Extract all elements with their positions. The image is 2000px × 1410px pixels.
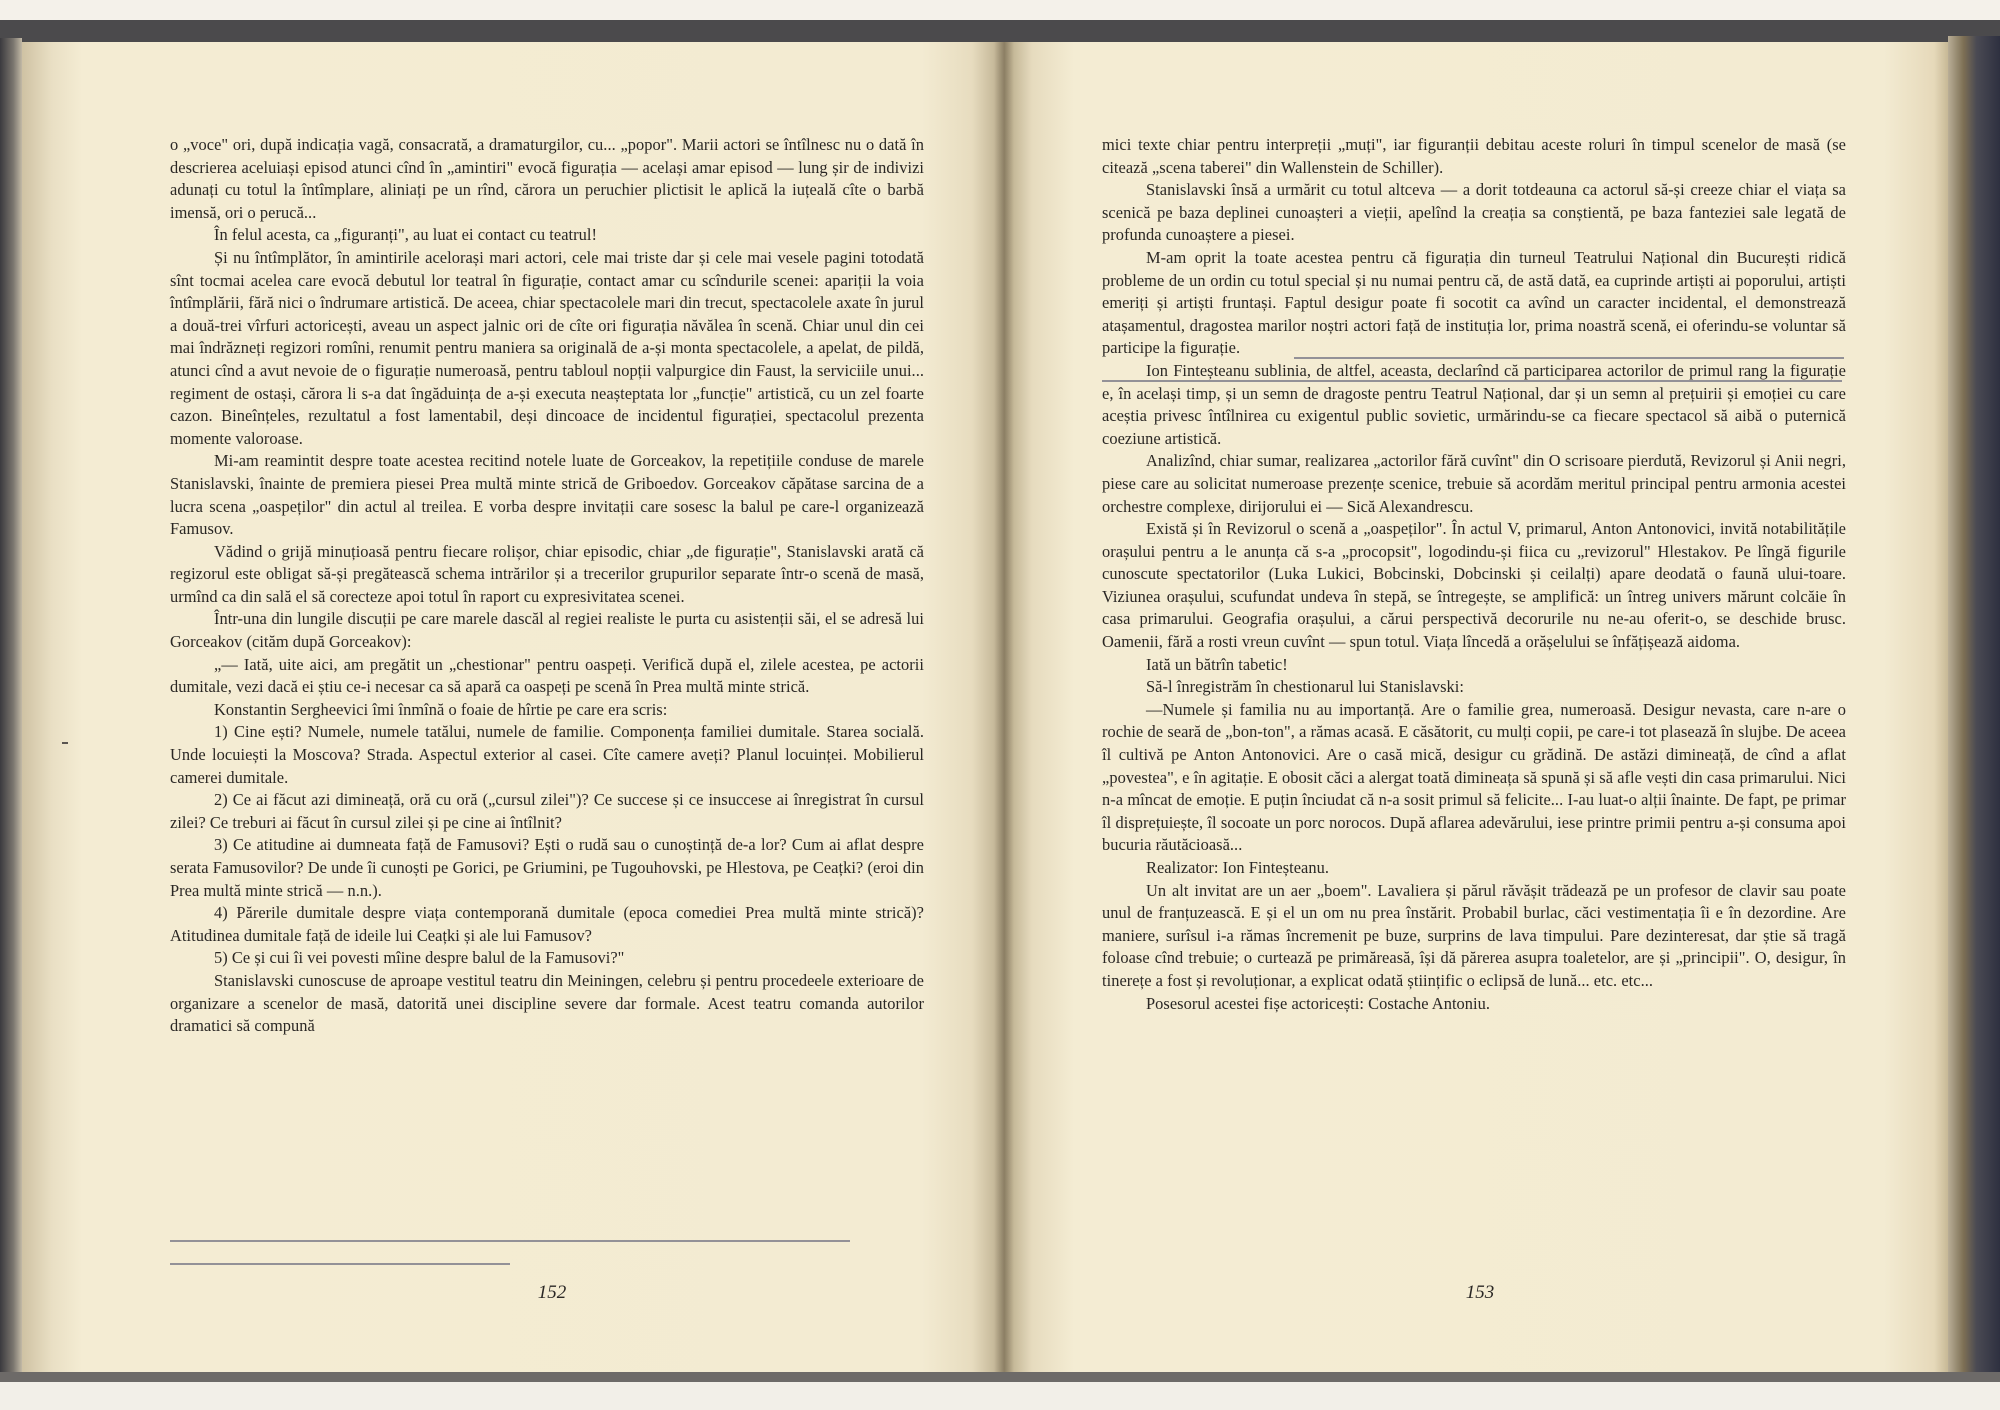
paragraph: Posesorul acestei fișe actoricești: Costache Antoniu. [1146,993,1491,1013]
paragraph: Iată un bătrîn tabetic! [1146,654,1288,674]
paragraph: „— Iată, uite aici, am pregătit un „chestionar" pentru oaspeți. Verifică după el, zilele acestea, pe actorii dumitale, vezi dacă ei știu ce-i necesar ca să apară ca oaspeți pe scenă în Prea multă minte strică. [170,654,924,697]
paragraph: 1) Cine ești? Numele, numele tatălui, numele de familie. Componența familiei dumitale. Starea socială. Unde locuiești la Moscova? Strada. Aspectul exterior al casei. Cîte camere aveți? Planul locuinței. Mobilierul camerei dumitale. [170,722,924,787]
book-cover-right-edge [1948,36,2000,1380]
paragraph: M-am oprit la toate acestea pentru că figurația din turneul Teatrului Național din București ridică probleme de un ordin cu totul special și nu numai pentru că, de astă dată, ea cuprinde artiști ai poporului, artiști emeriți și artiști fruntași. Faptul desigur poate fi socotit ca avînd un caracter incidental, el demonstrează atașamentul, dragostea marilor noștri actori față de instituția lor, prima noastră scenă, ei oferindu-se voluntar să participe la figurație. [1102,247,1846,358]
paragraph: Un alt invitat are un aer „boem". Lavaliera și părul răvășit trădează pe un profesor de clavir sau poate unul de franțuzească. E și el un om nu prea înstărit. Probabil burlac, căci vestimentația îi e în dezordine. Are maniere, surîsul i-a rămas încremenit pe buze, surprins de lava timpului. Pare dezinteresat, dar știe să tragă foloase cînd trebuie; o curtează pe primăreasă, își dă părerea asupra toaletelor, are și „principii". O, desigur, în tinerețe a fost și revoluționar, a explicat odată științific o eclipsă de lună... etc. etc... [1102,880,1846,990]
left-page-text [170,134,924,1038]
paragraph: Există și în Revizorul o scenă a „oaspeților". În actul V, primarul, Anton Antonovici, invită notabilitățile orașului pentru a le anunța că s-a „procopsit", logodindu-și fiica cu „revizorul" Hlestakov. Pe lîngă figurile cunoscute spectatorilor (Luka Lukici, Bobcinski, Dobcinski și ceilalți) apare deodată o faună ului-toare. Viziunea orașului, scufundat undeva în stepă, se întregește, se amplifică: un întreg univers mărunt colcăie în casa primarului. Geografia orașului, a cărui perspectivă decorurile nu ne-au oferit-o, se deschide brusc. Oamenii, fără a rosti vreun cuvînt — spun totul. Viața lîncedă a orășelului se înfățișează aidoma. [1102,519,1846,652]
paragraph: Konstantin Sergheevici îmi înmînă o foaie de hîrtie pe care era scris: [214,699,668,719]
paragraph: Mi-am reamintit despre toate acestea recitind notele luate de Gorceakov, la repetițiile conduse de marele Stanislavski, înainte de premiera piesei Prea multă minte strică de Griboedov. Gorceakov căpătase sarcina de a lucra scena „oaspeților" din actul al treilea. E vorba despre invitații care sosesc la balul pe care-l organizează Famusov. [170,451,924,539]
paragraph: 2) Ce ai făcut azi dimineață, oră cu oră („cursul zilei")? Ce succese și ce insuccese ai înregistrat în cursul zilei? Ce treburi ai făcut în cursul zilei și pe cine ai întîlnit? [170,790,924,832]
paragraph: —Numele și familia nu au importanță. Are o familie grea, numeroasă. Desigur nevasta, care n-are o rochie de seară de „bon-ton", a rămas acasă. E căsătorit, cu mulți copii, pe care-i tot plasează în slujbe. De aceea îl cultivă pe Anton Antonovici. Are o casă mică, desigur cu grădină. De astăzi dimineață, de cînd a aflat „povestea", e în agitație. E obosit căci a alergat toată dimineața să spună și să afle vești din casa primarului. Nici n-a mîncat de emoție. E puțin înciudat că n-a sosit primul să felicite... I-au luat-o alții înainte. De fapt, pe primar îl disprețuiește, îl socoate un porc norocos. După aflarea adevărului, iese printre primii pentru a-și consuma apoi bucuria răutăcioasă... [1102,699,1846,855]
pencil-underline [170,1263,510,1265]
paragraph: mici texte chiar pentru interpreții „muți", iar figuranții debitau aceste roluri în timpul scenelor de masă (se citează „scena taberei" din Wallenstein de Schiller). [1102,135,1846,177]
paragraph: Și nu întîmplător, în amintirile acelorași mari actori, cele mai triste dar și cele mai vesele pagini totodată sînt tocmai acelea care evocă debutul lor teatral în figurație, contact amar cu scîndurile scenei: apariții la voia întîmplării, fără nici o îndrumare artistică. De aceea, chiar spectacolele mari din trecut, spectacolele axate în jurul a două-trei vîrfuri actoricești, aveau un aspect jalnic ori de cîte ori figurația năvălea în scenă. Chiar unul din cei mai îndrăzneți regizori romîni, renumit pentru maniera sa originală de a-și monta spectacolele, a apelat, de pildă, atunci cînd a avut nevoie de o figurație numeroasă, pentru tabloul nopții valpurgice din Faust, la serviciile unui... regiment de ostași, cărora li s-a dat îngăduința de a-și executa neașteptata lor „funcție" artistică, cu un zel foarte cazon. Bineînțeles, rezultatul a fost lamentabil, deși dincoace de incidentul figurației, spectacolul prezenta momente valoroase. [170,247,924,448]
scanner-top-edge [0,0,2000,42]
pencil-underline [1102,380,1842,382]
paragraph: Stanislavski însă a urmărit cu totul altceva — a dorit totdeauna ca actorul să-și creeze chiar el viața sa scenică pe baza deplinei cunoașteri a vieții, apelînd la creația sa conștientă, pe baza fanteziei sale legată de profunda cunoaștere a piesei. [1102,180,1846,245]
pencil-underline [170,1240,850,1242]
paragraph: Vădind o grijă minuțioasă pentru fiecare rolișor, chiar episodic, chiar „de figurație", Stanislavski arată că regizorul este obligat să-și pregătească schema intrărilor și a trecerilor grupurilor separate într-o scenă de masă, urmînd ca din sală el să corecteze apoi totul în raport cu expresivitatea scenei. [170,541,924,606]
paragraph: o „voce" ori, după indicația vagă, consacrată, a dramaturgilor, cu... „popor". Marii actori se întîlnesc nu o dată în descrierea aceluiași episod atunci cînd în „amintiri" evocă figurația — același amar episod — lung șir de indivizi adunați cu totul la întîmplare, aliniați pe un rînd, cărora un peruchier plictisit le aplică la iuțeală cîte o barbă imensă, ori o perucă... [170,135,924,222]
paragraph: 3) Ce atitudine ai dumneata față de Famusovi? Ești o rudă sau o cunoștință de-a lor? Cum ai aflat despre serata Famusovilor? De unde îi cunoști pe Gorici, pe Griumini, pe Tugouhovski, pe Hlestova, pe Ceațki? (eroi din Prea multă minte strică — n.n.). [170,835,924,900]
book-cover-left-edge [0,38,22,1380]
right-page [1004,42,1948,1374]
scanner-bottom-edge [0,1372,2000,1410]
margin-mark [62,742,68,744]
paragraph: 4) Părerile dumitale despre viața contemporană dumitale (epoca comediei Prea multă minte strică)? Atitudinea dumitale față de ideile lui Ceațki și ale lui Famusov? [170,903,924,945]
left-page [22,42,1004,1374]
paragraph: Ion Finteșteanu sublinia, de altfel, aceasta, declarînd că participarea actorilor de primul rang la figurație e, în același timp, și un semn de dragoste pentru Teatrul Național, dar și un semn al prețuirii și emoției cu care aceștia privesc întîlnirea cu exigentul public sovietic, urmărindu-se ca fiecare spectacol să aibă o puternică coeziune artistică. [1102,360,1846,448]
paragraph: 5) Ce și cui îi vei povesti mîine despre balul de la Famusovi?" [214,948,625,968]
page-number: 153 [1465,1282,1495,1303]
paragraph: În felul acesta, ca „figuranți", au luat ei contact cu teatrul! [214,225,597,245]
page-number: 152 [537,1282,567,1303]
paragraph: Să-l înregistrăm în chestionarul lui Stanislavski: [1146,677,1464,697]
paragraph: Stanislavski cunoscuse de aproape vestitul teatru din Meiningen, celebru și pentru procedeele exterioare de organizare a scenelor de masă, datorită unei discipline severe dar formale. Acest teatru comanda autorilor dramatici să compună [170,970,924,1036]
paragraph: Analizînd, chiar sumar, realizarea „actorilor fără cuvînt" din O scrisoare pierdută, Revizorul și Anii negri, piese care au solicitat numeroase prezențe scenice, trebuie să acordăm meritul principal pentru armonia acestei orchestre complexe, dirijorului ei — Sică Alexandrescu. [1102,451,1846,516]
pencil-underline [1294,357,1844,359]
paragraph: Într-una din lungile discuții pe care marele dascăl al regiei realiste le purta cu asistenții săi, el se adresă lui Gorceakov (cităm după Gorceakov): [170,609,924,652]
book-gutter [994,42,1014,1374]
right-page-text [1102,134,1846,1015]
paragraph: Realizator: Ion Finteșteanu. [1146,858,1330,877]
